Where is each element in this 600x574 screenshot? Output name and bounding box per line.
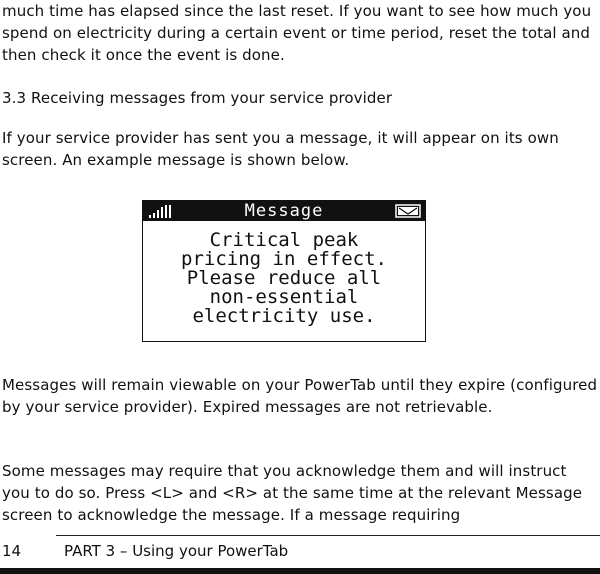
- footer-divider: [56, 535, 600, 536]
- footer-section-title: PART 3 – Using your PowerTab: [64, 542, 289, 560]
- lcd-message-screen: [142, 200, 426, 342]
- lcd-message-body: [143, 231, 425, 326]
- section-heading: 3.3 Receiving messages from your service provider: [2, 89, 393, 107]
- message-envelope-icon: [395, 204, 421, 218]
- lcd-message-line: electricity use.: [192, 305, 376, 327]
- footer-bar: [0, 568, 600, 574]
- body-paragraph-message-intro: If your service provider has sent you a message, it will appear on its own screen. An example message is shown below.: [2, 129, 559, 169]
- body-paragraph-elapsed-time: much time has elapsed since the last reset. If you want to see how much you spend on electricity during a certain event or time period, reset the total and then check it once the event is done.: [2, 2, 592, 64]
- lcd-screen-title: Message: [244, 201, 324, 221]
- body-paragraph-acknowledge: Some messages may require that you acknowledge them and will instruct you to do so. Press <L> and <R> at the same time at the relevant Message screen to acknowledge the message. If a message requiring: [2, 462, 583, 524]
- lcd-message-line: pricing in effect.: [181, 248, 387, 270]
- lcd-title-bar: [143, 201, 425, 221]
- page-number: 14: [2, 542, 22, 560]
- lcd-message-line: non-essential: [209, 286, 359, 308]
- lcd-message-line: Please reduce all: [186, 267, 382, 289]
- body-paragraph-message-expiry: Messages will remain viewable on your PowerTab until they expire (configured by your service provider). Expired messages are not retrievable.: [2, 376, 598, 416]
- lcd-message-line: Critical peak: [209, 229, 359, 251]
